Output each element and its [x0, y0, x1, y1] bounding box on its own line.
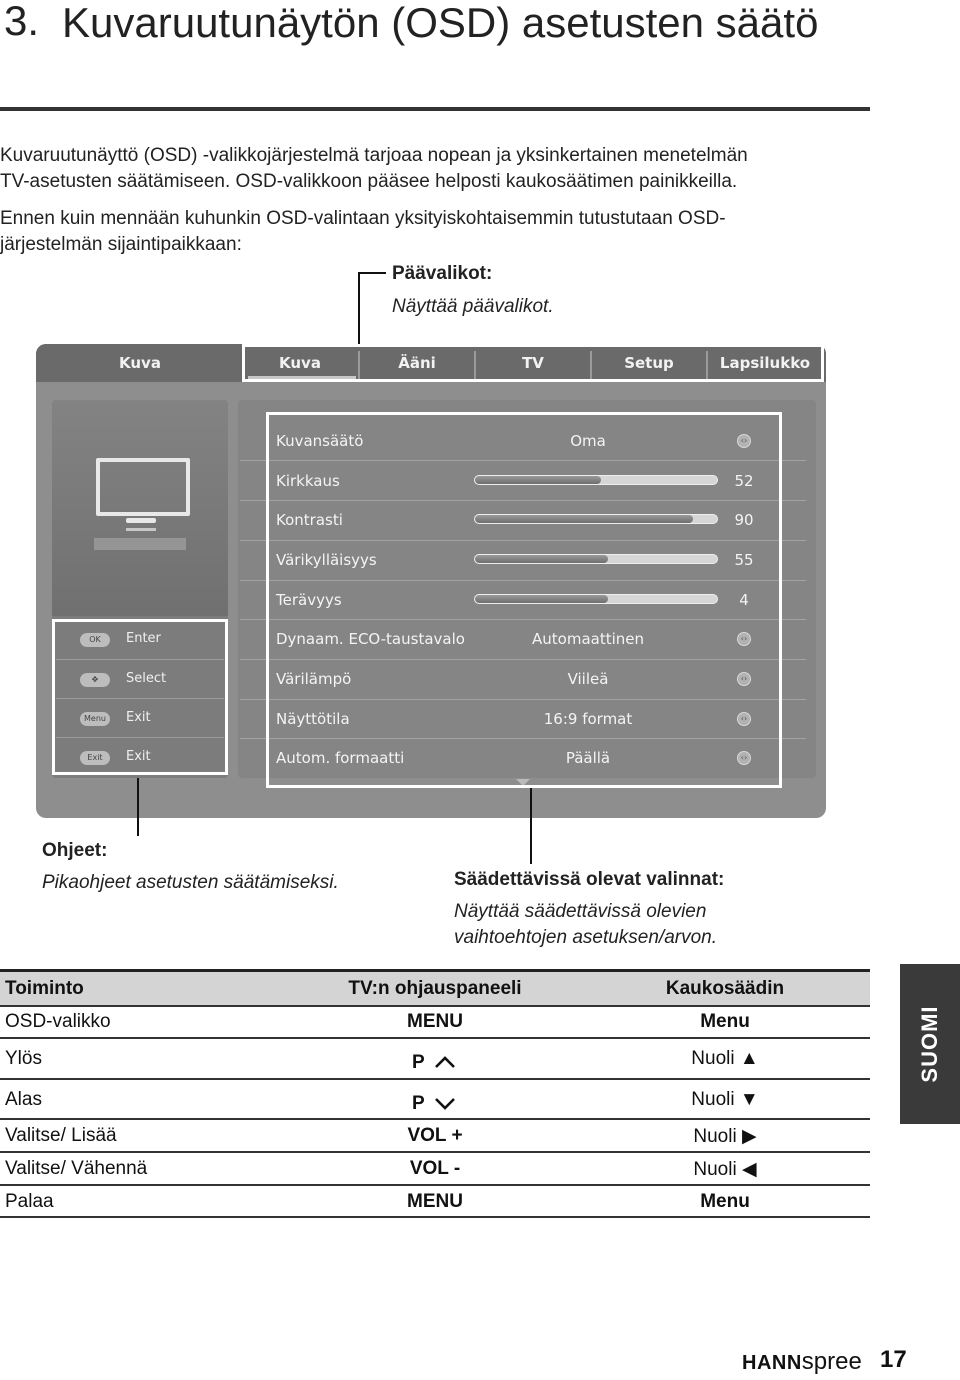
table-cell: Nuoli ▶	[693, 1126, 757, 1147]
option-value: 4	[739, 591, 749, 609]
section-number: 3.	[4, 0, 40, 44]
left-right-arrow-icon: ‹›	[737, 672, 751, 686]
callout-options-desc: vaihtoehtojen asetuksen/arvon.	[454, 927, 718, 948]
tv-base-icon	[94, 538, 186, 550]
table-cell: Nuoli ▲	[691, 1048, 759, 1069]
table-cell: P	[412, 1052, 425, 1073]
table-rule	[0, 1005, 870, 1007]
tv-stand-icon	[126, 528, 156, 531]
table-rule	[0, 1037, 870, 1039]
table-header-cell: Toiminto	[5, 978, 84, 999]
menu-item-kirkkaus[interactable]: Kirkkaus	[276, 472, 340, 490]
menu-item-kuvansaato[interactable]: Kuvansäätö	[276, 432, 364, 450]
callout-leader	[358, 272, 360, 344]
menu-item-teravyys[interactable]: Terävyys	[276, 591, 342, 609]
intro-line: järjestelmän sijaintipaikkaan:	[0, 234, 242, 255]
menu-item-varikyllaisyys[interactable]: Värikylläisyys	[276, 551, 377, 569]
callout-help-title: Ohjeet:	[42, 840, 108, 861]
option-value: Viileä	[567, 670, 609, 688]
callout-leader	[137, 778, 139, 836]
menu-item-autom-formaatti[interactable]: Autom. formaatti	[276, 749, 405, 767]
table-header-cell: TV:n ohjauspaneeli	[348, 978, 522, 999]
brand-logo	[742, 1348, 862, 1376]
table-cell: P	[412, 1093, 425, 1114]
option-value: 55	[734, 551, 754, 569]
table-cell: Ylös	[5, 1048, 42, 1069]
callout-options-title: Säädettävissä olevat valinnat:	[454, 869, 725, 890]
left-right-arrow-icon: ‹›	[737, 712, 751, 726]
option-value: 16:9 format	[543, 710, 633, 728]
tv-icon	[96, 458, 190, 516]
tab-tv[interactable]: TV	[522, 354, 544, 372]
table-cell: MENU	[407, 1191, 463, 1212]
callout-leader	[358, 272, 386, 274]
options-highlight	[266, 412, 782, 788]
help-label: Enter	[126, 631, 161, 646]
tab-aani[interactable]: Ääni	[398, 354, 436, 372]
brand-bold: HANN	[742, 1352, 802, 1374]
menu-key-icon: Menu	[80, 712, 110, 726]
osd-current-menu: Kuva	[119, 354, 161, 372]
left-right-arrow-icon: ‹›	[737, 632, 751, 646]
page-number: 17	[880, 1346, 907, 1373]
tab-setup[interactable]: Setup	[624, 354, 674, 372]
left-right-arrow-icon: ‹›	[737, 434, 751, 448]
callout-main-title: Päävalikot:	[392, 263, 493, 284]
intro-line: Ennen kuin mennään kuhunkin OSD-valintaan yksityiskohtaisemmin tutustutaan OSD-	[0, 208, 726, 229]
tab-kuva[interactable]: Kuva	[279, 354, 321, 372]
language-label: SUOMI	[917, 1005, 942, 1083]
help-label: Exit	[126, 710, 151, 725]
left-right-arrow-icon: ‹›	[737, 751, 751, 765]
table-rule	[0, 1078, 870, 1080]
callout-main-desc: Näyttää päävalikot.	[392, 296, 554, 317]
help-label: Exit	[126, 749, 151, 764]
option-value: Oma	[570, 432, 606, 450]
table-cell: Alas	[5, 1089, 42, 1110]
table-rule	[0, 1184, 870, 1186]
chevron-up-icon	[434, 1054, 456, 1070]
table-cell: VOL +	[407, 1125, 463, 1146]
table-cell: Menu	[700, 1011, 750, 1032]
menu-item-nayttotila[interactable]: Näyttötila	[276, 710, 350, 728]
brand-light: spree	[801, 1348, 862, 1375]
ok-key-icon: OK	[80, 633, 110, 647]
menu-item-kontrasti[interactable]: Kontrasti	[276, 511, 343, 529]
table-cell: Nuoli ▼	[691, 1089, 759, 1110]
intro-line: Kuvaruutunäyttö (OSD) -valikkojärjestelmä tarjoaa nopean ja yksinkertainen menetelmän	[0, 145, 748, 166]
tv-stand-icon	[126, 518, 156, 523]
table-cell: MENU	[407, 1011, 463, 1032]
intro-line: TV-asetusten säätämiseen. OSD-valikkoon pääsee helposti kaukosäätimen painikkeilla.	[0, 171, 738, 192]
table-rule	[0, 1216, 870, 1218]
option-value: Automaattinen	[532, 630, 644, 648]
chevron-down-icon	[434, 1095, 456, 1111]
tab-lapsilukko[interactable]: Lapsilukko	[719, 354, 811, 372]
help-highlight	[52, 619, 228, 775]
callout-options-desc: Näyttää säädettävissä olevien	[454, 901, 707, 922]
table-cell: Valitse/ Vähennä	[5, 1158, 148, 1179]
menu-item-varilampo[interactable]: Värilämpö	[276, 670, 352, 688]
arrow-keys-icon: ✥	[80, 673, 110, 687]
option-value: Päällä	[565, 749, 611, 767]
table-cell: Menu	[700, 1191, 750, 1212]
help-label: Select	[126, 671, 167, 686]
table-cell: Valitse/ Lisää	[5, 1125, 117, 1146]
table-cell: Nuoli ◀	[693, 1159, 757, 1180]
table-cell: OSD-valikko	[5, 1011, 111, 1032]
main-menu-highlight	[242, 344, 824, 382]
exit-key-icon: Exit	[80, 751, 110, 765]
table-rule	[0, 1118, 870, 1120]
menu-item-eco-backlight[interactable]: Dynaam. ECO-taustavalo	[276, 630, 465, 648]
option-value: 90	[734, 511, 754, 529]
callout-help-desc: Pikaohjeet asetusten säätämiseksi.	[42, 872, 339, 893]
callout-leader	[530, 788, 532, 864]
table-cell: VOL -	[409, 1158, 461, 1179]
table-rule	[0, 1151, 870, 1153]
table-header-cell: Kaukosäädin	[665, 978, 785, 999]
heading-rule	[0, 107, 870, 111]
table-cell: Palaa	[5, 1191, 54, 1212]
option-value: 52	[734, 472, 754, 490]
page-title: Kuvaruutunäytön (OSD) asetusten säätö	[62, 0, 819, 46]
